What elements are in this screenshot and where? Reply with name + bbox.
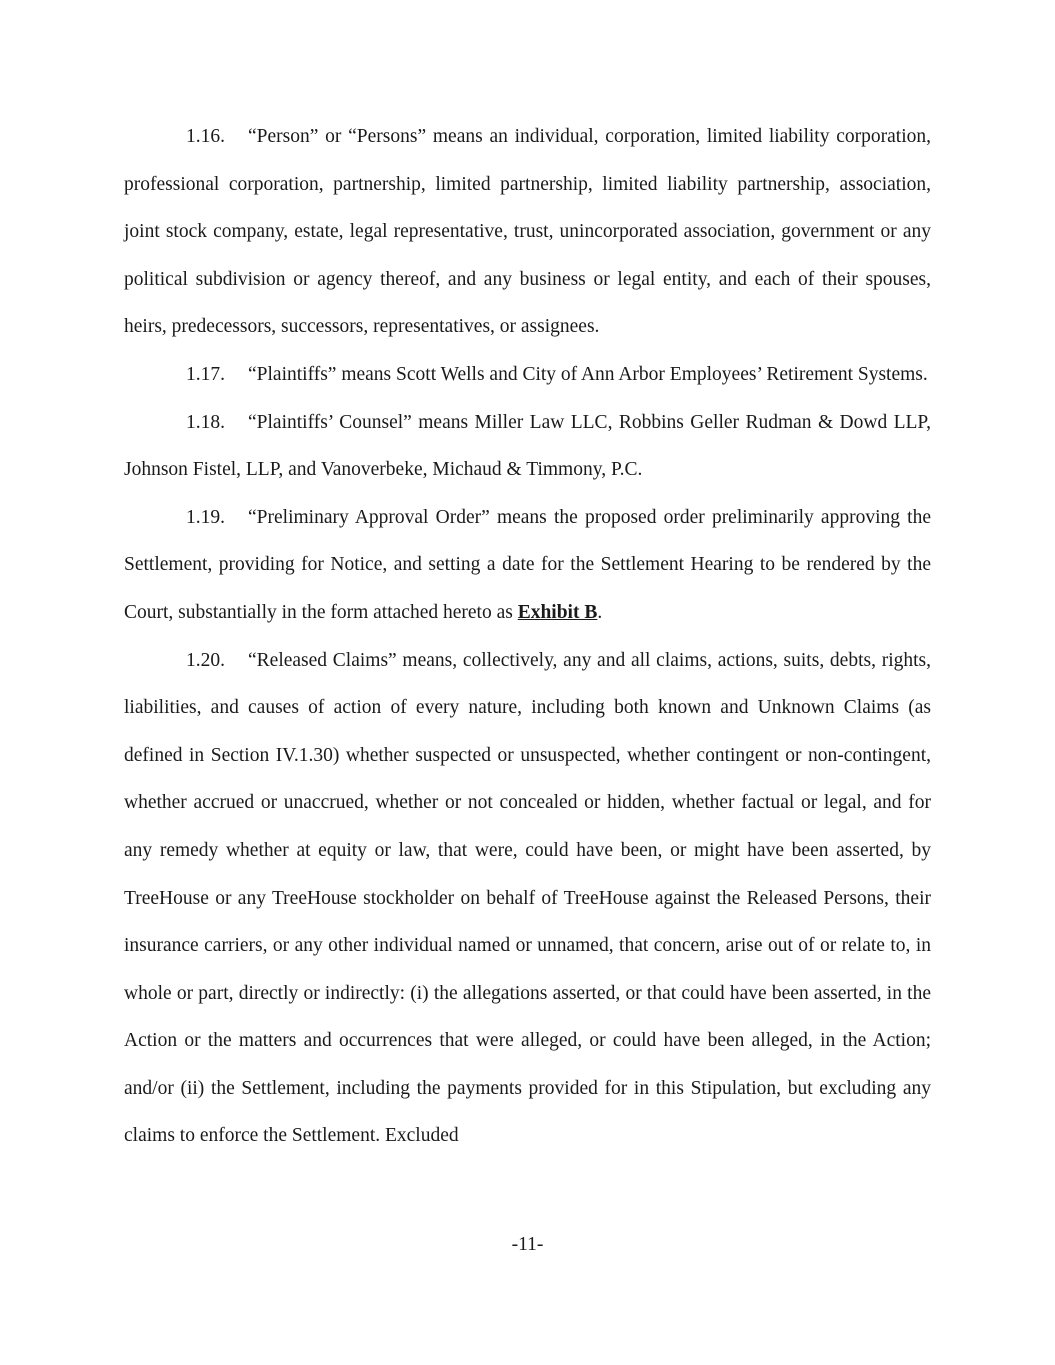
paragraph-number: 1.18. [186,411,225,433]
paragraph-text: “Person” or “Persons” means an individual, corporation, limited liability corporation, professional corporation, partnership, limited partnership, limited liability partnership, association, joint stock company, estate, legal representative, trust, unincorporated association, government or any political subdivision or agency thereof, and any business or legal entity, and each of their spouses, heirs, predecessors, successors, representatives, or assignees. [124,126,931,338]
paragraph-number: 1.16. [186,126,225,147]
paragraph-text: “Plaintiffs” means Scott Wells and City of Ann Arbor Employees’ Retirement Systems. [248,363,928,385]
definition-paragraph-1-18 [124,399,931,494]
definition-paragraph-1-19 [124,494,931,637]
paragraph-text: “Plaintiffs’ Counsel” means Miller Law LLC, Robbins Geller Rudman & Dowd LLP, Johnson Fistel, LLP, and Vanoverbeke, Michaud & Timmony, P.C. [124,411,931,481]
document-body [124,113,931,1160]
paragraph-number: 1.17. [186,363,225,385]
paragraph-number: 1.20. [186,649,225,671]
exhibit-b-reference: Exhibit B [517,601,598,623]
definition-paragraph-1-16 [124,113,931,351]
definition-paragraph-1-17 [124,351,931,399]
paragraph-number: 1.19. [186,506,225,528]
paragraph-text: “Released Claims” means, collectively, any and all claims, actions, suits, debts, rights, liabilities, and causes of action of every nature, including both known and Unknown Claims (as defined in Section IV.1.30) whether suspected or unsuspected, whether contingent or non-contingent, whether accrued or unaccrued, whether or not concealed or hidden, whether factual or legal, and for any remedy whether at equity or law, that were, could have been, or might have been asserted, by TreeHouse or any TreeHouse stockholder on behalf of TreeHouse against the Released Persons, their insurance carriers, or any other individual named or unnamed, that concern, arise out of or relate to, in whole or part, directly or indirectly: (i) the allegations asserted, or that could have been asserted, in the Action or the matters and occurrences that were alleged, or could have been alleged, in the Action; and/or (ii) the Settlement, including the payments provided for in this Stipulation, but excluding any claims to enforce the Settlement. Excluded [124,649,931,1147]
definition-paragraph-1-20 [124,637,931,1161]
paragraph-text: “Preliminary Approval Order” means the proposed order preliminarily approving the Settlement, providing for Notice, and setting a date for the Settlement Hearing to be rendered by the Court, substantially in the form attached hereto as [124,506,931,623]
page-number: -11- [511,1234,544,1255]
paragraph-text-end: . [597,601,603,623]
